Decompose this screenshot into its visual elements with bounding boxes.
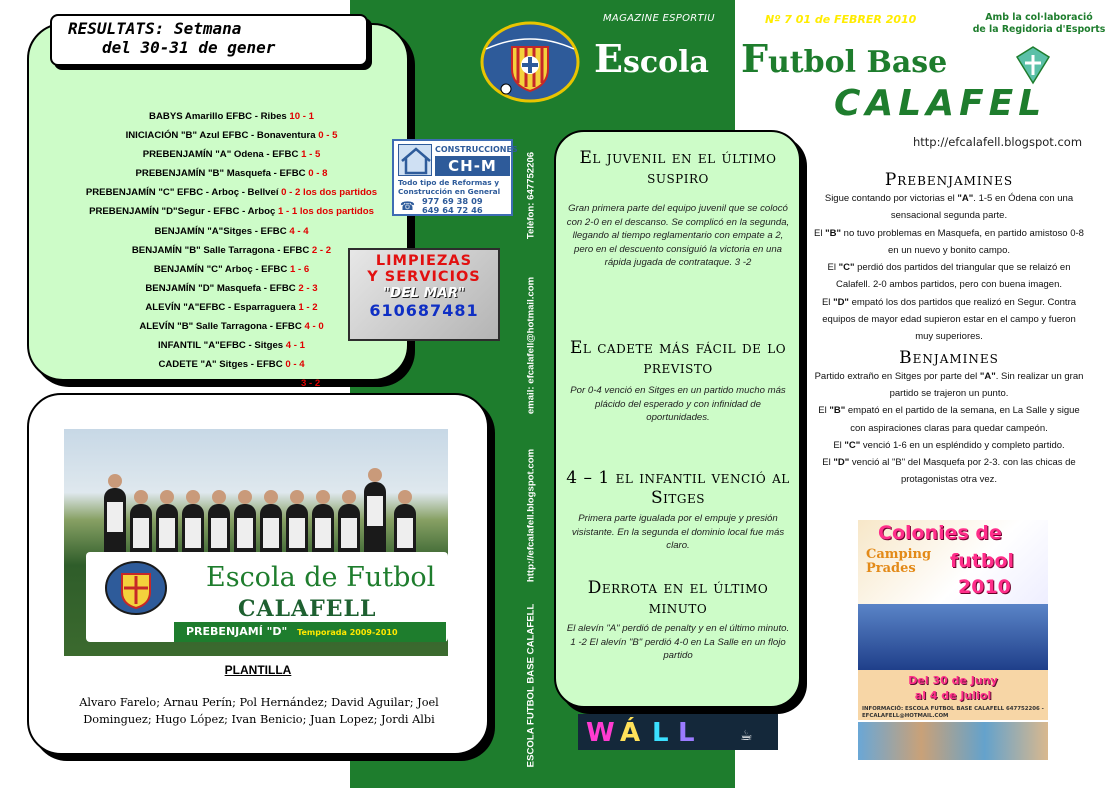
text-run: venció 1-6 en un espléndido y completo partido. [860, 439, 1065, 451]
title-futbol-cap: F [741, 36, 768, 81]
limpiezas-line3: "DEL MAR" [382, 285, 466, 301]
result-match: PREBENJAMÍN "D"Segur - EFBC - Arboç [89, 206, 278, 218]
result-match: BENJAMÍN "C" Arboç - EFBC [153, 263, 290, 275]
result-match: BENJAMÍN "D" Masquefa - EFBC [145, 282, 299, 294]
article-cadete [564, 338, 792, 425]
article-heading: El cadete más fácil de lo previsto [569, 338, 787, 378]
team-letter: "A" [957, 193, 974, 204]
wall-letter: Á [620, 718, 641, 748]
result-score: 0 - 8 [308, 168, 328, 180]
result-match: PREBENJAMÍN "B" Masquefa - EFBC [135, 168, 309, 180]
contact-blog: http://efcalafell.blogspot.com [525, 448, 537, 583]
title-futbol-base [741, 36, 947, 81]
article-heading: 4 – 1 el infantil venció al Sitges [566, 468, 790, 508]
colonies-dates-2: al 4 de Juliol [914, 689, 992, 702]
benjamines-heading: Benjamines [899, 347, 999, 368]
result-score: 4 - 0 [304, 321, 324, 333]
team-letter: "D" [833, 457, 850, 469]
colonies-title: Colonies de [878, 522, 1002, 544]
result-score: 3 - 2 [300, 378, 321, 390]
result-score: 0 - 5 [318, 130, 338, 142]
team-letter: "C" [838, 262, 855, 274]
prebenjamines-heading: Prebenjamines [884, 170, 1014, 190]
article-heading: El juvenil en el último suspiro [579, 148, 777, 188]
contact-strip [517, 150, 545, 768]
team-photo-box [27, 393, 489, 755]
team-letter: "B" [825, 227, 842, 239]
result-score: 1 - 5 [301, 149, 321, 161]
colonies-year: 2010 [958, 576, 1011, 598]
result-score: 10 - 1 [289, 111, 314, 122]
benjamines-p1 [812, 368, 1086, 403]
result-match: CADETE "A" Sitges - EFBC [158, 359, 286, 371]
result-row [59, 145, 404, 164]
collab-line1: Amb la col·laboració [985, 12, 1093, 23]
coffee-cup-icon: ☕ [740, 728, 753, 744]
result-row [59, 222, 404, 241]
poster-pool-photo [858, 722, 1048, 760]
benjamines-p4 [812, 454, 1086, 489]
text-run: empató los dos partidos que realizó en Segur. Contra equipos de mayor edad supieron estar en el campo y fueron muy superiores. [822, 296, 1077, 343]
phone-icon: ☎ [400, 199, 415, 213]
result-row [59, 183, 404, 202]
text-run: empató en el partido de la semana, en La Salle y sigue con aspiraciones claras para quedar campeón. [845, 405, 1080, 434]
blog-url[interactable]: http://efcalafell.blogspot.com [913, 135, 1083, 149]
team-letter: "C" [844, 439, 861, 451]
result-match: PREBENJAMÍN "A" Odena - EFBC [142, 149, 302, 161]
magazine-label: MAGAZINE ESPORTIU [603, 13, 715, 24]
team-banner [86, 552, 448, 642]
article-body: Primera parte igualada por el empuje y presión visistante. En la segunda el dominio local fue más claro. [571, 513, 785, 552]
wall-letter: L [678, 718, 695, 748]
wall-letter: W [586, 718, 615, 748]
limpiezas-line2: Y SERVICIOS [367, 269, 481, 285]
result-match: INICIACIÓN "B" Azul EFBC - Bonaventura [125, 130, 319, 142]
collab-line2: de la Regidoria d'Esports [972, 24, 1106, 35]
chm-brand: CH-M [435, 156, 510, 176]
colonies-futbol: futbol [950, 550, 1015, 572]
result-score: 2 - 3 [298, 282, 318, 294]
prebenjamines-p3 [812, 259, 1086, 294]
title-escola-rest: scola [622, 45, 709, 80]
club-shield-icon [104, 560, 168, 616]
town-hall-shield-icon [1015, 45, 1051, 85]
text-run: El [818, 405, 830, 417]
colonies-poster [858, 520, 1048, 760]
text-run: El [827, 262, 839, 274]
article-infantil [564, 468, 792, 553]
banner-subtitle: CALAFELL [238, 596, 377, 622]
chm-phone-1: 977 69 38 09 [422, 196, 483, 206]
result-score: 0 - 2 los dos partidos [281, 187, 378, 199]
text-run: no tuvo problemas en Masquefa, en partido amistoso 0-8 en un nuevo y bonito campo. [841, 227, 1084, 256]
result-row [59, 202, 404, 221]
result-row [59, 126, 404, 145]
collaboration-note [968, 12, 1110, 36]
plantilla-text: Alvaro Farelo; Arnau Perín; Pol Hernández; David Aguilar; Joel Dominguez; Hugo López; Ivan Benicio; Juan Lopez; Jordi Albi [79, 696, 439, 726]
result-match: BABYS Amarillo EFBC - Ribes [149, 111, 290, 122]
article-body: El alevín "A" perdió de penalty y en el último minuto. 1 -2 El alevín "B" perdió 4-0 en La Salle en un flojo partido [566, 623, 790, 662]
text-run: El [833, 439, 845, 451]
text-run: Sigue contando por victorias el [824, 193, 958, 204]
colonies-dates-1: Del 30 de Juny [908, 674, 998, 687]
team-photo [64, 429, 448, 656]
text-run: El [821, 296, 834, 308]
title-calafel: CALAFEL [834, 83, 1047, 124]
team-letter: "B" [829, 405, 846, 417]
result-match: ALEVÍN "B" Salle Tarragona - EFBC [139, 321, 305, 333]
article-body: Gran primera parte del equipo juvenil que se colocó con 2-0 en el descanso. Se complicó en la segunda, llegando al tiempo reglamentario con empate a 2, pero en el descuento consiguió la victoria en una rápida jugada de contrataque. 3 -2 [566, 203, 790, 269]
banner-strip [174, 622, 446, 642]
text-run: . 1-5 en Ódena con una sensacional segunda parte. [890, 193, 1074, 222]
chm-ad [392, 139, 518, 216]
colonies-dates [858, 673, 1048, 703]
text-run: El [814, 227, 826, 239]
benjamines-p3 [812, 437, 1086, 454]
result-match: BENJAMÍN "B" Salle Tarragona - EFBC [131, 244, 312, 256]
article-heading: Derrota en el último minuto [587, 578, 769, 618]
colonies-info: INFORMACIÓ: ESCOLA FUTBOL BASE CALAFELL 647752206 - EFCALAFELL@HOTMAIL.COM [862, 706, 1044, 719]
banner-team: PREBENJAMÍ "D" [186, 625, 288, 638]
text-run: . Sin realizar un gran partido se trajeron un punto. [889, 370, 1084, 399]
contact-email: email: efcalafell@hotmail.com [525, 276, 537, 415]
result-match: JUVENIL "A" EFBC - Sant Sadurní [142, 378, 301, 390]
banner-season: Temporada 2009-2010 [297, 628, 398, 637]
text-run: perdió dos partidos del triangular que se relaizó en Calafell. 2-0 ambos partidos, pero con buena imagen. [835, 262, 1071, 291]
result-match: BENJAMÍN "A"Sitges - EFBC [154, 225, 290, 237]
house-icon [398, 144, 432, 176]
result-score: 0 - 4 [285, 359, 305, 371]
result-score: 1 - 6 [289, 263, 310, 275]
poster-group-photo [858, 604, 1048, 670]
text-run: venció al "B" del Masquefa por 2-3. con las chicas de protagonistas otra vez. [849, 457, 1076, 486]
contact-club: ESCOLA FUTBOL BASE CALAFELL [525, 603, 537, 768]
chm-description: Todo tipo de Reformas y Construcción en General [398, 178, 501, 196]
result-score: 1 - 1 los dos partidos [277, 206, 374, 218]
results-title-line2: del 30-31 de gener [102, 38, 276, 57]
prebenjamines-p2 [812, 225, 1086, 260]
banner-title: Escola de Futbol [206, 562, 436, 593]
result-match: INFANTIL "A"EFBC - Sitges [158, 340, 286, 352]
right-column [812, 170, 1086, 489]
text-run: Partido extraño en Sitges por parte del [814, 370, 980, 382]
result-row [59, 374, 404, 393]
issue-date: Nº 7 01 de FEBRER 2010 [765, 13, 917, 26]
article-alevin [564, 578, 792, 663]
title-escola-cap: E [594, 36, 623, 81]
text-run: El [822, 457, 834, 469]
contact-telefon: Telèfon: 647752206 [525, 151, 537, 240]
result-row [59, 164, 404, 183]
benjamines-p2 [812, 402, 1086, 437]
result-score: 4 - 4 [289, 225, 309, 237]
result-match: ALEVÍN "A"EFBC - Esparraguera [145, 301, 299, 313]
result-score: 4 - 1 [285, 340, 305, 352]
colonies-camping: Camping Prades [866, 547, 932, 576]
title-futbol-rest: utbol Base [767, 45, 948, 80]
results-title-line1: RESULTATS: Setmana [68, 19, 242, 38]
chm-phones [398, 197, 510, 215]
prebenjamines-p1 [812, 190, 1086, 225]
chm-name: CONSTRUCCIONES [435, 145, 518, 154]
limpiezas-ad [348, 248, 500, 341]
articles-box [554, 130, 801, 708]
result-row [59, 107, 404, 126]
prebenjamines-p4 [812, 294, 1086, 346]
team-letter: "D" [833, 296, 849, 308]
article-body: Por 0-4 venció en Sitges en un partido mucho más plácido del esperado y con infinidad de oportunidades. [570, 385, 786, 424]
limpiezas-phone: 610687481 [369, 301, 479, 320]
title-escola [594, 36, 709, 81]
club-shield-icon [478, 19, 582, 105]
chm-phone-2: 649 64 72 46 [422, 205, 483, 215]
limpiezas-line1: LIMPIEZAS [375, 253, 473, 269]
article-juvenil [564, 148, 792, 270]
result-match: PREBENJAMÍN "C" EFBC - Arboç - Bellveí [85, 187, 282, 199]
results-title [50, 14, 368, 66]
plantilla-heading: PLANTILLA [224, 663, 292, 677]
team-letter: "A" [979, 370, 996, 382]
result-score: 2 - 2 [311, 244, 332, 256]
wall-letter: L [652, 718, 669, 748]
result-row [59, 355, 404, 374]
result-score: 1 - 2 [298, 301, 318, 313]
